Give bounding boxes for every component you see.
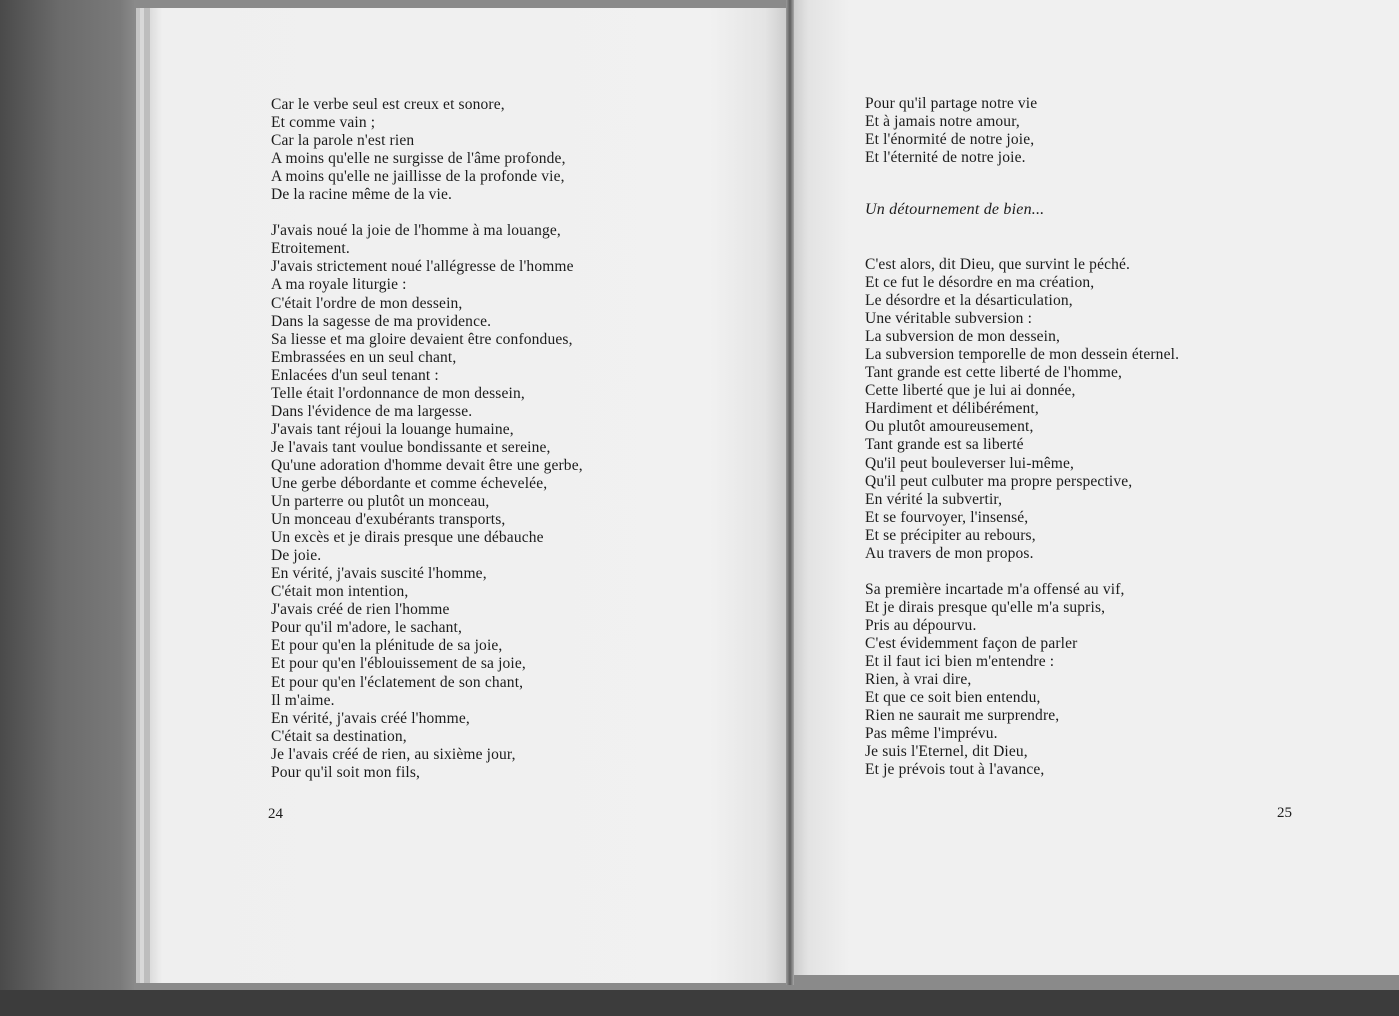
verse-line: Enlacées d'un seul tenant : [271, 366, 439, 384]
verse-line: C'était mon intention, [271, 583, 409, 601]
verse-line: Le désordre et la désarticulation, [865, 292, 1073, 310]
verse-line: En vérité, j'avais suscité l'homme, [271, 565, 487, 583]
verse-line: Dans la sagesse de ma providence. [271, 312, 492, 330]
page-number-left: 24 [268, 806, 283, 822]
verse-line: Car la parole n'est rien [271, 132, 415, 150]
verse-line: Et il faut ici bien m'entendre : [865, 653, 1055, 671]
verse-line: Une gerbe débordante et comme échevelée, [271, 474, 548, 492]
verse-line: C'est alors, dit Dieu, que survint le péché. [865, 256, 1131, 273]
verse-line: Et à jamais notre amour, [865, 113, 1020, 131]
verse-line: Il m'aime. [271, 691, 335, 709]
verse-line: Hardiment et délibérément, [865, 400, 1039, 418]
verse-line: Cette liberté que je lui ai donnée, [865, 382, 1076, 400]
verse-line: Et l'énormité de notre joie, [865, 131, 1035, 149]
verse-line: Et comme vain ; [271, 114, 376, 132]
verse-line: Pour qu'il soit mon fils, [271, 763, 421, 781]
page-number-right: 25 [1277, 805, 1292, 821]
verse-line: A moins qu'elle ne jaillisse de la profonde vie, [271, 168, 565, 186]
verse-line: Qu'il peut bouleverser lui-même, [865, 454, 1075, 472]
stanza-break [271, 204, 583, 222]
verse-line: Je l'avais créé de rien, au sixième jour, [271, 745, 516, 763]
verse-line: La subversion temporelle de mon dessein éternel. [865, 346, 1180, 364]
stanza-break [865, 563, 1179, 581]
verse-line: Rien ne saurait me surprendre, [865, 707, 1060, 725]
verse-line: Je suis l'Eternel, dit Dieu, [865, 743, 1028, 761]
book-gutter [786, 0, 794, 985]
verse-line: Etroitement. [271, 240, 350, 258]
verse-line: Un excès et je dirais presque une débauche [271, 529, 544, 547]
verse-line: De la racine même de la vie. [271, 186, 453, 204]
verse-line: Et ce fut le désordre en ma création, [865, 274, 1095, 292]
verse-line: Et pour qu'en l'éclatement de son chant, [271, 673, 524, 691]
scanner-bottom-edge [0, 990, 1399, 1016]
verse-line: Telle était l'ordonnance de mon dessein, [271, 384, 525, 402]
verse-line: Pour qu'il partage notre vie [865, 95, 1038, 112]
verse-line: Et je dirais presque qu'elle m'a supris, [865, 598, 1106, 616]
verse-line: Embrassées en un seul chant, [271, 348, 457, 366]
verse-line: Rien, à vrai dire, [865, 671, 972, 689]
verse-line: Une véritable subversion : [865, 310, 1033, 328]
verse-line: La subversion de mon dessein, [865, 328, 1061, 346]
verse-line: Et je prévois tout à l'avance, [865, 761, 1045, 779]
verse-line: J'avais créé de rien l'homme [271, 601, 450, 619]
verse-line: A moins qu'elle ne surgisse de l'âme profonde, [271, 150, 566, 168]
verse-line: Pour qu'il m'adore, le sachant, [271, 619, 463, 637]
verse-line: En vérité, j'avais créé l'homme, [271, 709, 470, 727]
verse-line: C'était sa destination, [271, 727, 407, 745]
verse-line: Sa liesse et ma gloire devaient être confondues, [271, 330, 573, 348]
right-page-verse [865, 256, 1179, 779]
verse-line: Tant grande est sa liberté [865, 436, 1024, 454]
verse-line: Et se précipiter au rebours, [865, 526, 1036, 544]
verse-line: Et pour qu'en l'éblouissement de sa joie, [271, 655, 526, 673]
verse-line: Car le verbe seul est creux et sonore, [271, 96, 505, 113]
verse-line: Au travers de mon propos. [865, 544, 1034, 562]
verse-line: C'est évidemment façon de parler [865, 634, 1078, 652]
verse-line: Un monceau d'exubérants transports, [271, 511, 506, 529]
verse-line: Ou plutôt amoureusement, [865, 418, 1034, 436]
verse-line: De joie. [271, 547, 322, 565]
verse-line: Et que ce soit bien entendu, [865, 689, 1041, 707]
section-heading: Un détournement de bien... [865, 201, 1045, 218]
verse-line: Et pour qu'en la plénitude de sa joie, [271, 637, 503, 655]
verse-line: Dans l'évidence de ma largesse. [271, 402, 473, 420]
verse-line: Qu'il peut culbuter ma propre perspective, [865, 472, 1133, 490]
verse-line: Un parterre ou plutôt un monceau, [271, 493, 490, 511]
verse-line: J'avais noué la joie de l'homme à ma louange, [271, 222, 561, 240]
right-page-verse-top [865, 95, 1037, 167]
left-page-verse [271, 96, 583, 782]
verse-line: Pris au dépourvu. [865, 616, 977, 634]
verse-line: Je l'avais tant voulue bondissante et sereine, [271, 438, 551, 456]
verse-line: Tant grande est cette liberté de l'homme, [865, 364, 1123, 382]
verse-line: Qu'une adoration d'homme devait être une gerbe, [271, 456, 583, 474]
verse-line: Sa première incartade m'a offensé au vif, [865, 580, 1125, 598]
verse-line: Et se fourvoyer, l'insensé, [865, 508, 1029, 526]
verse-line: Pas même l'imprévu. [865, 725, 998, 743]
verse-line: J'avais strictement noué l'allégresse de l'homme [271, 258, 574, 276]
verse-line: A ma royale liturgie : [271, 276, 407, 294]
verse-line: C'était l'ordre de mon dessein, [271, 294, 463, 312]
verse-line: Et l'éternité de notre joie. [865, 149, 1026, 167]
verse-line: En vérité la subvertir, [865, 490, 1003, 508]
verse-line: J'avais tant réjoui la louange humaine, [271, 420, 514, 438]
